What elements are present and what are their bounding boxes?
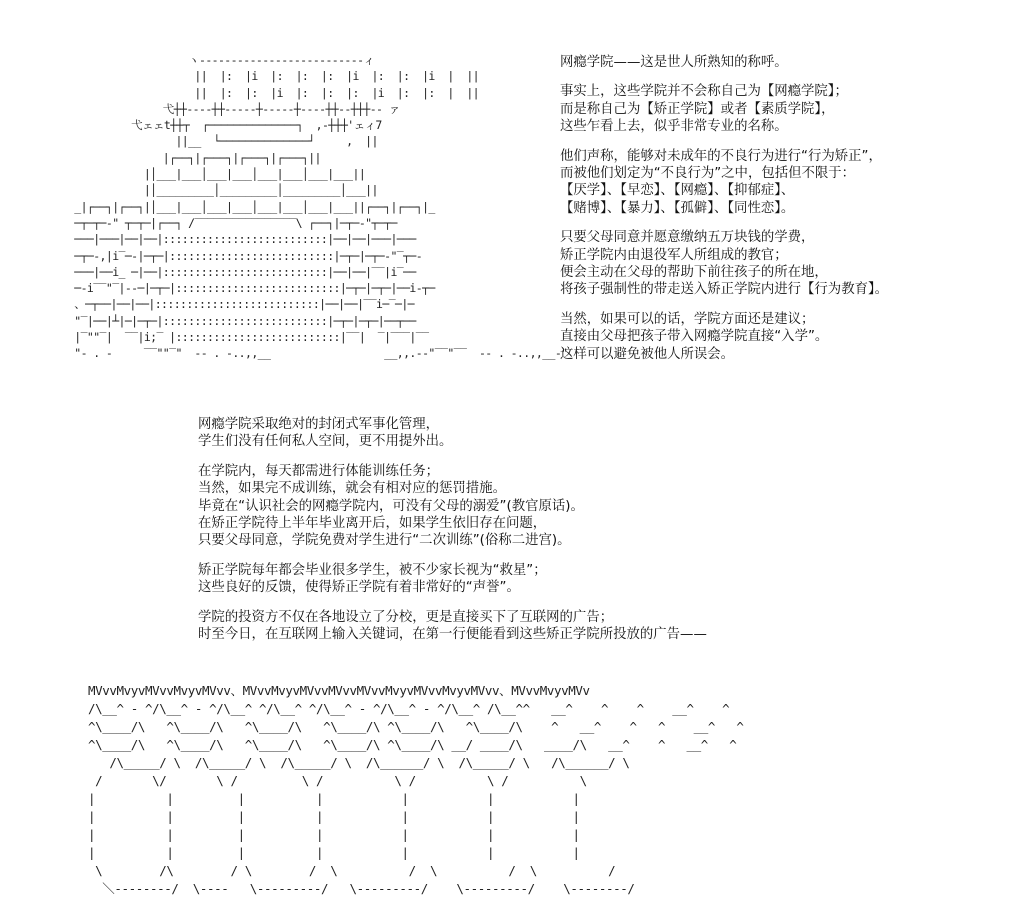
intro-text-block	[560, 54, 1030, 375]
paragraph-4: 只要父母同意并愿意缴纳五万块钱的学费， 矫正学院内由退役军人所组成的教官； 便会主动在父母的帮助下前往孩子的所在地， 将孩子强制性的带走送入矫正学院内进行【行为教育】。	[560, 230, 889, 298]
paragraph-9: 学院的投资方不仅在各地设立了分校，更是直接买下了互联网的广告； 时至今日，在互联网上输入关键词，在第一行便能看到这些矫正学院所投放的广告——	[198, 609, 707, 643]
paragraph-6: 网瘾学院采取绝对的封闭式军事化管理， 学生们没有任何私人空间，更不用提外出。	[198, 417, 453, 450]
paragraph-8: 矫正学院每年都会毕业很多学生，被不少家长视为“救星”； 这些良好的反馈，使得矫正学院有着非常好的“声誉”。	[198, 562, 547, 596]
academy-description-block	[198, 416, 798, 655]
paragraph-7: 在学院内，每天都需进行体能训练任务； 当然，如果完不成训练，就会有相对应的惩罚措施。 毕竟在“认识社会的网瘾学院内，可没有父母的溺爱”(教官原话)。 在矫正学院待上半年毕业离开后，如果学生依旧存在问题， 只要父母同意，学院免费对学生进行“二次训练”(俗称二进宫)。	[198, 463, 584, 549]
paragraph-1: 网瘾学院——这是世人所熟知的称呼。	[560, 55, 788, 70]
academy-building-illustration: ヽ‐‐‐‐‐‐‐‐‐‐‐‐‐‐‐‐‐‐‐‐‐‐‐‐‐‐ィ || |: |i |: |: |: |i |: |: |i | || || |: |: |i |: |: |: |i |: |: | || 弋┼┼‐‐‐‐┼┼‐‐‐‐‐┼‐‐‐‐‐┼‐‐‐‐┼┼‐‐┼┼┼‐‐ ァ 弋ェェt┼┼┬ ┌──────────────┐ ,‐┼┼┼'ェィ7 ||__ └──────────────┘ , || |┌──┐|┌───┐|┌───┐|┌───┐|| |│___|___│___|___│___|___│___|___|| |│_________│_________│_________│___|| _|┌──┐|┌──┐|│___|___│___|___│___|___│___|___||┌──┐|┌──┐|_ ─┬─┬─‐" ┬─┬─|┌──┐ /‾‾‾‾‾‾‾‾‾‾‾‾‾‾‾‾\ ┌──┐|─┬─‐"┬─┬─ ───|───|──|──|::::::::::::::::::::::::::|──|──|───|─── ─┬─‐,|i‾─‐|─┬─|::::::::::::::::::::::::::|─┬─|─┬─‐"‾┬─‐ ───|──i_ ─|──|::::::::::::::::::::::::::|──|──|‾‾|i‾── ─‐i‾‾"‾|‐‐─|─┬─|::::::::::::::::::::::::::|─┬─|─┬─|──i‐┬─ 、─┬──|──|──|::::::::::::::::::::::::::|──|──|‾‾i─‾─|─ "‾|──|┴|─|─┬─|::::::::::::::::::::::::::|─┬─|─┬─|──┬── |‾""‾| ‾‾|i;‾ |::::::::::::::::::::::::::|‾‾| ‾|‾‾‾|‾‾ "‐ . ‐ ‾‾""‾" ‐‐ . ‐..,,__ __,,.‐‐"‾‾"‾‾ ‐‐ . ‐..,,__‐"	[74, 53, 568, 361]
paragraph-5: 当然，如果可以的话，学院方面还是建议； 直接由父母把孩子带入网瘾学院直接“入学”。 这样可以避免被他人所误会。	[560, 311, 829, 362]
paragraph-3: 他们声称，能够对未成年的不良行为进行“行为矫正”， 而被他们划定为“不良行为”之中，包括但不限于： 【厌学】、【早恋】、【网瘾】、【抑郁症】、 【赌博】、【暴力】、【孤僻】、【同性恋】。	[560, 148, 882, 216]
faceless-heads-illustration: MVvvMvyvMVvvMvyvMVvv、MVvvMvyvMVvvMVvvMVvvMvyvMVvvMvyvMVvv、MVvvMvyvMVv /\__^ ‐ ^/\__^ ‐ ^/\__^ ^/\__^ ^/\__^ ‐ ^/\__^ ‐ ^/\__^ /\__^^ __^ ^ ^ __^ ^ ^\____/\ ^\____/\ ^\____/\ ^\____/\ ^\____/\ ^\____/\ ^ __^ ^ ^ __^ ^ ^\____/\ ^\____/\ ^\____/\ ^\____/\ ^\____/\ __/ ____/\ ____/\ __^ ^ __^ ^ /\_____/ \ /\_____/ \ /\_____/ \ /\______/ \ /\_____/ \ /\______/ \ / \/ \ / \ / \ / \ / \ | | | | | | | | | | | | | | | | | | | | | | | | | | | | \ /\ / \ / \ / \ / \ / ＼‐‐‐‐‐‐‐‐/ \‐‐‐‐ \‐‐‐‐‐‐‐‐‐/ \‐‐‐‐‐‐‐‐‐/ \‐‐‐‐‐‐‐‐‐/ \‐‐‐‐‐‐‐‐/	[88, 683, 744, 896]
paragraph-2: 事实上，这些学院并不会称自己为【网瘾学院】； 而是称自己为【矫正学院】或者【素质学院】， 这些乍看上去，似乎非常专业的名称。	[560, 84, 848, 135]
